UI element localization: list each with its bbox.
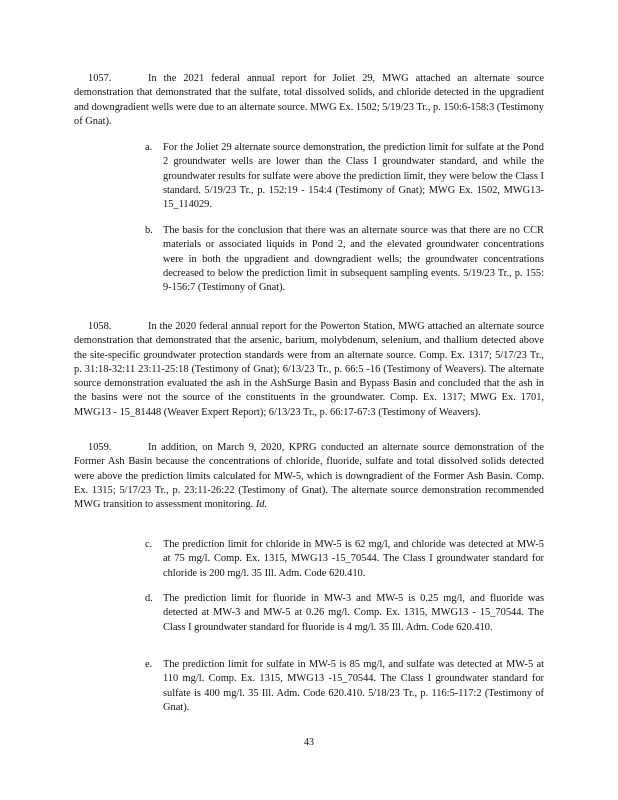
subitem-text: For the Joliet 29 alternate source demonstration, the prediction limit for sulfate at the Pond 2 groundwater wells are lower than the Class I groundwater standard, and while the groundwater results for sulfate were above the prediction limit, they were below the Class I standard. 5/19/23 Tr., p. 152:19 - 154:4 (Testimony of Gnat); MWG Ex. 1502, MWG13-15_114029.	[163, 142, 544, 211]
subitem-a	[145, 141, 544, 212]
subitem-letter: b.	[145, 225, 153, 236]
subitem-letter: a.	[145, 142, 153, 153]
paragraph-1057	[74, 72, 544, 129]
paragraph-number: 1058.	[88, 321, 112, 332]
paragraph-text: In the 2020 federal annual report for the Powerton Station, MWG attached an alternate source demonstration that demonstrated that the arsenic, barium, molybdenum, selenium, and thallium detected above the site-specific groundwater protection standards were from an alternate source. Comp. Ex. 1317; 5/17/23 Tr., p. 31:18-32:11 23:11-25:18 (Testimony of Gnat); 6/13/23 Tr., p. 66:5 -16 (Testimony of Weavers). The alternate source demonstration evaluated the ash in the AshSurge Basin and Bypass Basin and concluded that the ash in the basins were not the source of the constituents in the groundwater. Comp. Ex. 1317; MWG Ex. 1701, MWG13 - 15_81448 (Weaver Expert Report); 6/13/23 Tr., p. 66:17-67:3 (Testimony of Weavers).	[74, 321, 544, 418]
paragraph-text: In the 2021 federal annual report for Joliet 29, MWG attached an alternate source demonstration that demonstrated that the sulfate, total dissolved solids, and chloride detected in the upgradient and downgradient wells were due to an alternate source. MWG Ex. 1502; 5/19/23 Tr., p. 150:6-158:3 (Testimony of Gnat).	[74, 73, 544, 127]
subitem-text: The prediction limit for sulfate in MW-5 is 85 mg/l, and sulfate was detected at MW-5 at 110 mg/l. Comp. Ex. 1315, MWG13 -15_70544. The Class I groundwater standard for sulfate is 400 mg/l. 35 Ill. Adm. Code 620.410. 5/18/23 Tr., p. 116:5-117:2 (Testimony of Gnat).	[163, 659, 544, 713]
subitem-d	[145, 592, 544, 635]
subitem-text: The prediction limit for chloride in MW-5 is 62 mg/l, and chloride was detected at MW-5 at 75 mg/l. Comp. Ex. 1315, MWG13 -15_70544. The Class I groundwater standard for chloride is 200 mg/l. 35 Ill. Adm. Code 620.410.	[163, 539, 544, 579]
subitem-letter: c.	[145, 539, 153, 550]
page-number: 43	[304, 737, 314, 748]
paragraph-number: 1057.	[88, 73, 112, 84]
subitem-letter: d.	[145, 593, 153, 604]
paragraph-number: 1059.	[88, 442, 112, 453]
subitem-e	[145, 658, 544, 715]
subitem-text: The prediction limit for fluoride in MW-3 and MW-5 is 0.25 mg/l, and fluoride was detected at MW-3 and MW-5 at 0.26 mg/l. Comp. Ex. 1315, MWG13 - 15_70544. The Class I groundwater standard for fluoride is 4 mg/l. 35 Ill. Adm. Code 620.410.	[163, 593, 544, 633]
subitem-c	[145, 538, 544, 581]
paragraph-1058	[74, 320, 544, 420]
paragraph-text: In addition, on March 9, 2020, KPRG conducted an alternate source demonstration of the Former Ash Basin because the concentrations of chloride, fluoride, sulfate and total dissolved solids detected were above the prediction limits calculated for MW-5, which is downgradient of the Former Ash Basin. Comp. Ex. 1315; 5/17/23 Tr., p. 23:11-26:22 (Testimony of Gnat). The alternate source demonstration recommended MWG transition to assessment monitoring.	[74, 442, 544, 511]
id-citation: Id.	[255, 499, 268, 511]
subitem-text: The basis for the conclusion that there was an alternate source was that there are no CCR materials or associated liquids in Pond 2, and the elevated groundwater concentrations were in both the upgradient and downgradient wells; the groundwater concentrations decreased to below the prediction limit in subsequent sampling events. 5/19/23 Tr., p. 155: 9-156:7 (Testimony of Gnat).	[163, 225, 544, 294]
subitem-b	[145, 224, 544, 295]
paragraph-1059	[74, 441, 544, 512]
subitem-letter: e.	[145, 659, 153, 670]
